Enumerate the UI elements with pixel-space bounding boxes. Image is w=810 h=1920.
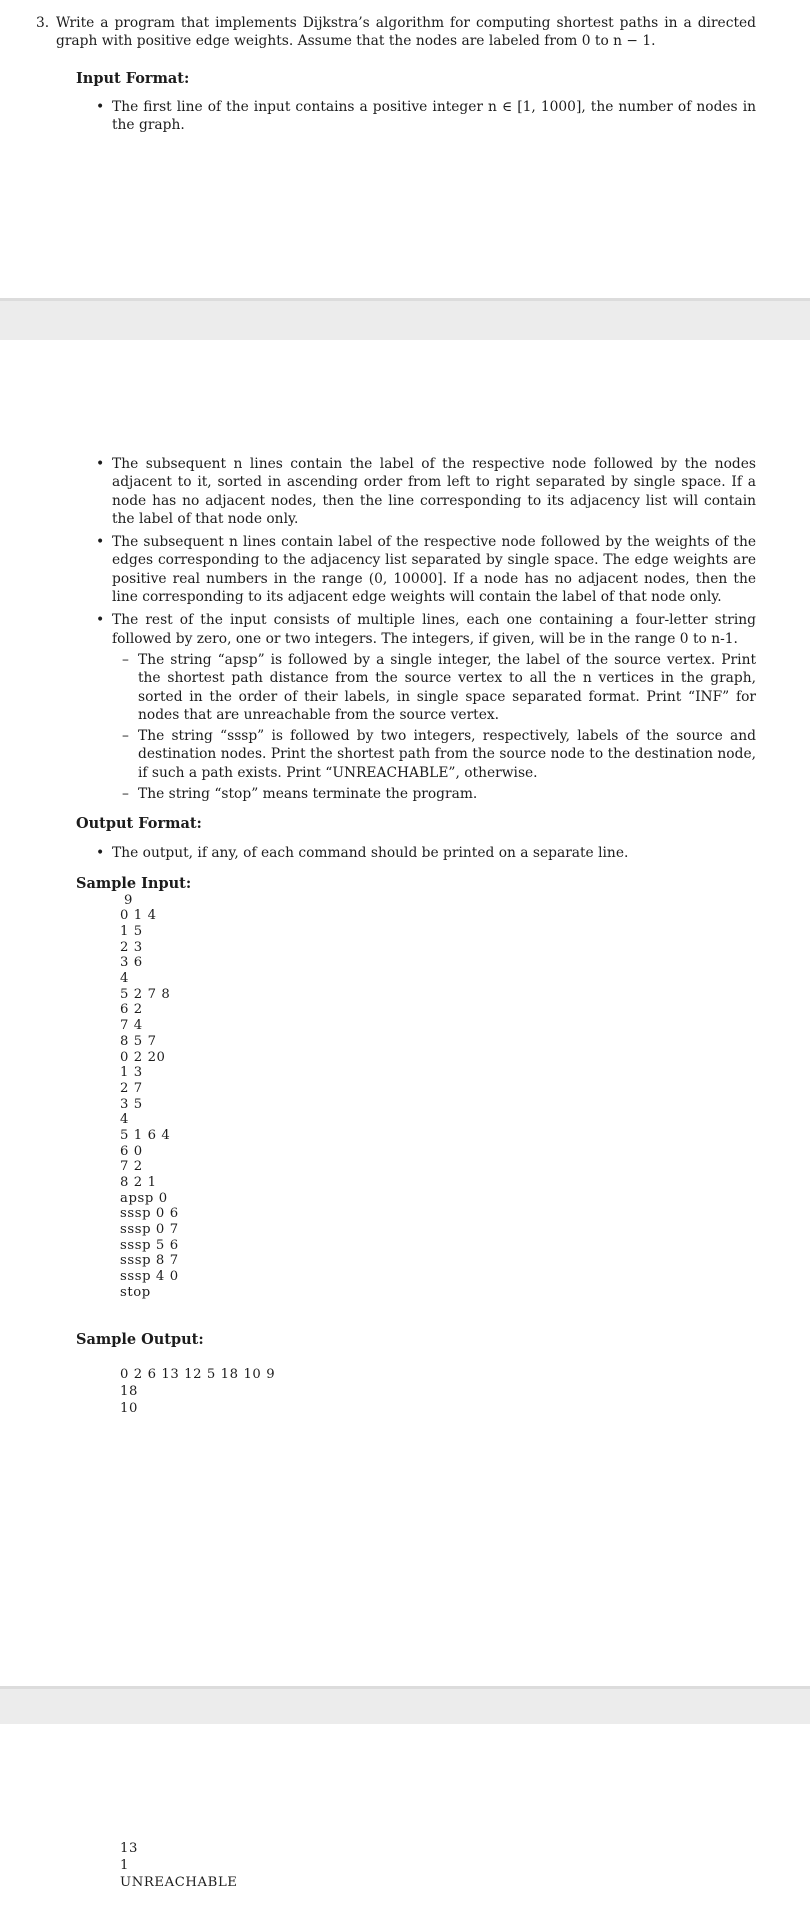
sample-input-line: 7 4 <box>120 1018 143 1034</box>
sample-input-line: 3 6 <box>120 955 143 971</box>
sample-input-line: 1 3 <box>120 1065 143 1081</box>
question-intro: Write a program that implements Dijkstra’s algorithm for computing shortest paths in a directed graph with positive edge weights. Assume that the nodes are labeled from 0 to n − 1. <box>56 15 756 49</box>
sample-output-line: 0 2 6 13 12 5 18 10 9 <box>120 1366 276 1382</box>
sample-input-line: sssp 0 6 <box>120 1206 179 1222</box>
sample-input-line: 3 5 <box>120 1096 143 1112</box>
input-format-heading: Input Format: <box>76 70 190 87</box>
sample-input-line: 9 <box>124 892 133 908</box>
question-intro-section <box>0 14 810 140</box>
input-bullet-3: • The subsequent n lines contain label of the respective node followed by the weights of the edges corresponding to the adjacency list separated by single space. The edge weights are positive real numbers in the range (0, 10000]. If a node has no adjacent nodes, then the line corresponding to its adjacent edge weights will contain the label of that node only. <box>76 533 756 606</box>
sample-input-line: 1 5 <box>120 924 143 940</box>
command-sssp: – The string “sssp” is followed by two integers, respectively, labels of the source and destination nodes. Print the shortest path from the source node to the destination node, if such a path exists. Print “UNREACHABLE”, otherwise. <box>118 727 756 782</box>
sample-input-line: sssp 0 7 <box>120 1222 179 1238</box>
command-apsp: – The string “apsp” is followed by a single integer, the label of the source vertex. Print the shortest path distance from the source vertex to all the n vertices in the graph, sorted in the order of their labels, in single space separated format. Print “INF” for nodes that are unreachable from the source vertex. <box>118 651 756 724</box>
page-break <box>0 298 810 340</box>
sample-input-line: 8 5 7 <box>120 1033 157 1049</box>
question-continued-section <box>0 455 810 1417</box>
sample-input-block <box>76 893 756 1301</box>
sample-input-line: 2 3 <box>120 939 143 955</box>
sample-input-line: 0 1 4 <box>120 908 157 924</box>
sample-input-line: 2 7 <box>120 1080 143 1096</box>
sample-input-line: sssp 4 0 <box>120 1269 179 1285</box>
output-bullet: • The output, if any, of each command should be printed on a separate line. <box>76 844 756 862</box>
sample-output-line: 13 <box>120 1841 138 1856</box>
sample-input-line: 4 <box>120 1112 129 1128</box>
input-bullet-4 <box>76 611 756 803</box>
sample-output-continued-section <box>0 1840 810 1891</box>
sample-output-line: UNREACHABLE <box>120 1875 238 1890</box>
sample-input-line: 5 1 6 4 <box>120 1127 171 1143</box>
question-number: 3. <box>36 15 50 31</box>
sample-output-line: 10 <box>120 1400 138 1416</box>
sample-input-line: sssp 5 6 <box>120 1237 179 1253</box>
sample-input-line: 8 2 1 <box>120 1175 157 1191</box>
command-stop: – The string “stop” means terminate the program. <box>118 785 756 803</box>
input-bullet-2: • The subsequent n lines contain the label of the respective node followed by the nodes adjacent to it, sorted in ascending order from left to right separated by single space. If a node has no adjacent nodes, then the line corresponding to its adjacency list will contain the label of that node only. <box>76 455 756 528</box>
output-format-heading: Output Format: <box>76 815 202 833</box>
sample-input-line: sssp 8 7 <box>120 1253 179 1269</box>
sample-input-heading: Sample Input: <box>76 874 192 892</box>
input-bullet-4-text: The rest of the input consists of multiple lines, each one containing a four-letter string followed by zero, one or two integers. The integers, if given, will be in the range 0 to n-1. <box>112 612 756 647</box>
sample-input-line: 6 2 <box>120 1002 143 1018</box>
sample-input-line: 6 0 <box>120 1143 143 1159</box>
sample-output-line: 18 <box>120 1383 138 1399</box>
sample-output-block <box>76 1366 756 1417</box>
sample-output-line: 1 <box>120 1858 129 1873</box>
page-break <box>0 1686 810 1724</box>
sample-output-continued-block <box>0 1840 810 1891</box>
sample-input-line: stop <box>120 1284 151 1300</box>
sample-input-line: 7 2 <box>120 1159 143 1175</box>
sample-input-line: 4 <box>120 971 129 987</box>
sample-output-heading: Sample Output: <box>76 1330 204 1348</box>
sample-input-line: 0 2 20 <box>120 1049 166 1065</box>
sample-input-line: apsp 0 <box>120 1190 168 1206</box>
sample-input-line: 5 2 7 8 <box>120 986 171 1002</box>
input-bullet-1: • The first line of the input contains a positive integer n ∈ [1, 1000], the number of nodes in the graph. <box>76 98 756 135</box>
